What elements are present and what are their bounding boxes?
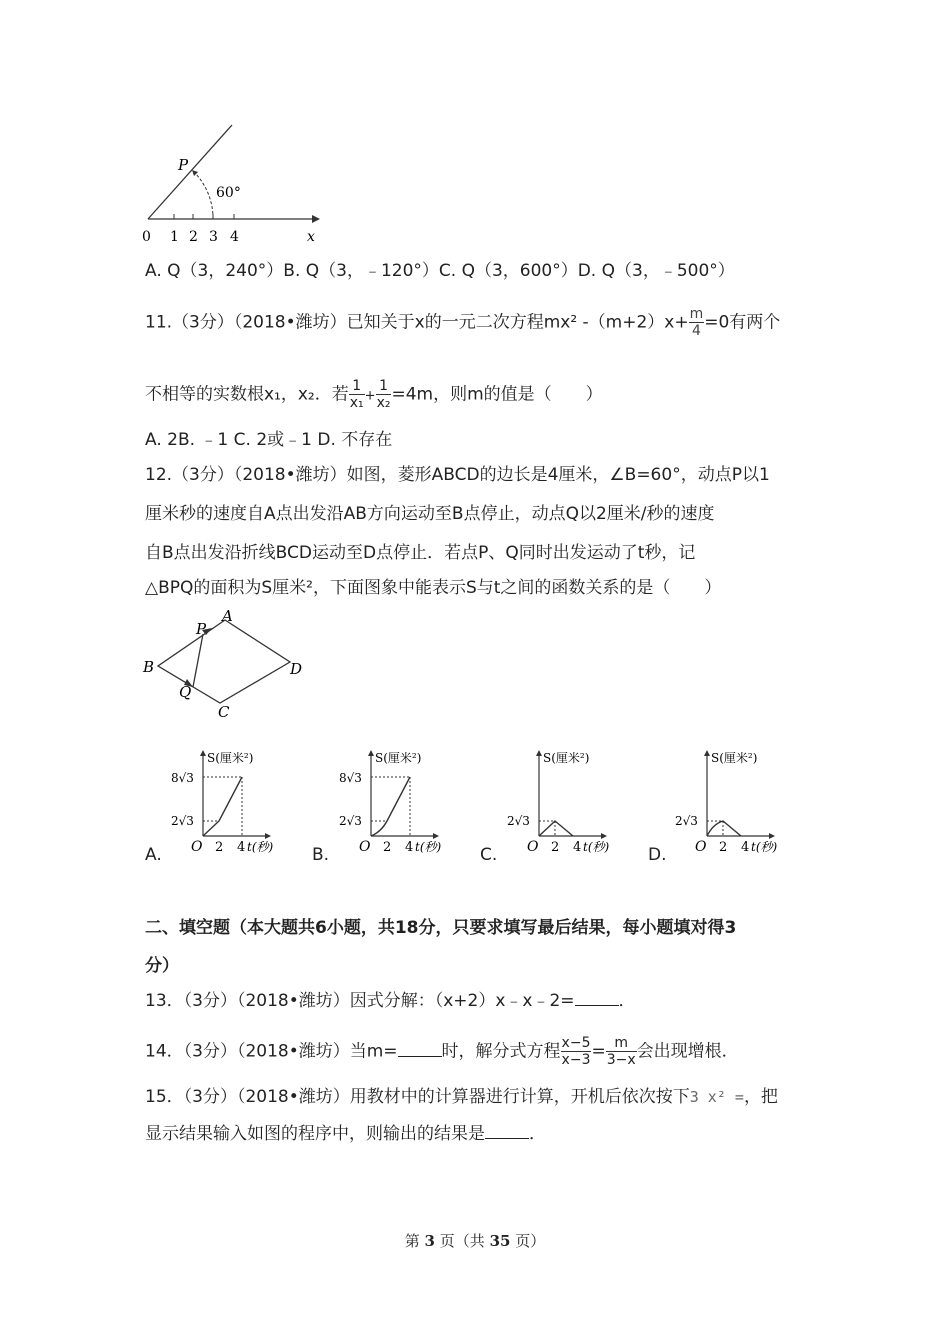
svg-text:4: 4 xyxy=(405,840,414,855)
fraction-x5-over-x3: $\frac{x-5}{x-3}$ xyxy=(561,1035,591,1068)
x-axis-label: x xyxy=(307,229,315,245)
svg-text:O: O xyxy=(695,839,707,855)
svg-text:2: 2 xyxy=(215,840,224,855)
angle-arc xyxy=(192,170,213,219)
q11-line2: 不相等的实数根x₁，x₂．若 $\frac{1}{\text{x₁}}$ + $\frac{1}{\text{x₂}}$ =4m，则m的值是（ ） xyxy=(145,378,603,411)
q13: 13．（3分）（2018•潍坊）因式分解：（x+2）x﹣x﹣2= ． xyxy=(145,991,636,1011)
q12-line3: 自B点出发沿折线BCD运动至D点停止．若点P、Q同时出发运动了t秒，记 xyxy=(145,543,696,563)
graph-option-b[interactable] xyxy=(333,748,463,860)
q15-line1: 15．（3分）（2018•潍坊）用教材中的计算器进行计算，开机后依次按下3 x² =，把 xyxy=(145,1087,778,1107)
svg-text:2√3: 2√3 xyxy=(339,814,362,828)
q15-line2: 显示结果输入如图的程序中，则输出的结果是 ． xyxy=(145,1124,546,1144)
graph-b-curve xyxy=(371,777,410,836)
tick-3: 3 xyxy=(209,229,218,245)
graph-a-curve xyxy=(203,777,242,836)
section-2-heading-line2: 分） xyxy=(145,956,179,976)
tick-4: 4 xyxy=(230,229,239,245)
q11-line1: 11.（3分）（2018•潍坊）已知关于x的一元二次方程mx² -（m+2）x+ $\frac{m}{4}$ =0有两个 xyxy=(145,306,781,339)
q12-line2: 厘米秒的速度自A点出发沿AB方向运动至B点停止，动点Q以2厘米/秒的速度 xyxy=(145,504,715,524)
label-c: C xyxy=(218,703,230,721)
svg-text:t(秒): t(秒) xyxy=(415,840,442,854)
q14-answer-blank[interactable] xyxy=(398,1040,442,1057)
svg-text:2√3: 2√3 xyxy=(507,814,530,828)
fraction-1-over-x2: $\frac{1}{\text{x₂}}$ xyxy=(376,378,391,411)
page-number: 3 xyxy=(424,1232,435,1250)
q12-line4: △BPQ的面积为S厘米²，下面图象中能表示S与t之间的函数关系的是（ ） xyxy=(145,578,722,598)
svg-text:t(秒): t(秒) xyxy=(583,840,610,854)
svg-text:O: O xyxy=(359,839,371,855)
tick-0: 0 xyxy=(142,229,151,245)
graph-option-d-label[interactable]: D. xyxy=(648,845,667,865)
rhombus-abcd xyxy=(158,620,290,703)
section-2-heading-line1: 二、填空题（本大题共6小题，共18分，只要求填写最后结果，每小题填对得3 xyxy=(145,918,737,938)
svg-text:O: O xyxy=(527,839,539,855)
tick-2: 2 xyxy=(189,229,198,245)
svg-text:t(秒): t(秒) xyxy=(751,840,778,854)
q11-options: A. 2B. ﹣1 C. 2或﹣1 D. 不存在 xyxy=(145,430,393,450)
label-a: A xyxy=(222,608,233,625)
calculator-keys: 3 x² = xyxy=(689,1088,744,1106)
svg-text:2: 2 xyxy=(551,840,560,855)
point-p-label: P xyxy=(178,156,189,174)
segment-pq xyxy=(193,634,203,687)
svg-text:t(秒): t(秒) xyxy=(247,840,274,854)
q10-options: A. Q（3，240°）B. Q（3，﹣120°）C. Q（3，600°）D. Q（3，﹣500°） xyxy=(145,261,735,281)
svg-text:2: 2 xyxy=(719,840,728,855)
page-footer: 第 3 页（共 35 页） xyxy=(404,1232,546,1250)
svg-text:4: 4 xyxy=(237,840,246,855)
svg-text:2: 2 xyxy=(383,840,392,855)
graph-option-a[interactable] xyxy=(165,748,295,860)
fraction-m-over-3x: $\frac{m}{3-x}$ xyxy=(606,1035,636,1068)
q14: 14．（3分）（2018•潍坊）当m= 时，解分式方程 $\frac{x-5}{x-3}$ = $\frac{m}{3-x}$ 会出现增根． xyxy=(145,1035,739,1068)
graph-option-c-label[interactable]: C. xyxy=(480,845,498,865)
x-axis-arrow xyxy=(312,215,320,223)
graph-d-curve xyxy=(707,821,741,836)
fraction-1-over-x1: $\frac{1}{\text{x₁}}$ xyxy=(349,378,364,411)
graph-option-c[interactable] xyxy=(501,748,631,860)
svg-text:S(厘米²): S(厘米²) xyxy=(375,751,422,765)
graph-c-curve xyxy=(539,821,573,836)
svg-text:4: 4 xyxy=(573,840,582,855)
angle-label: 60° xyxy=(216,185,241,201)
svg-text:2√3: 2√3 xyxy=(675,814,698,828)
fraction-m-over-4: $\frac{m}{4}$ xyxy=(689,306,704,339)
tick-1: 1 xyxy=(170,229,179,245)
svg-text:8√3: 8√3 xyxy=(339,771,362,785)
svg-text:S(厘米²): S(厘米²) xyxy=(543,751,590,765)
q12-line1: 12.（3分）（2018•潍坊）如图，菱形ABCD的边长是4厘米，∠B=60°，动点P以1 xyxy=(145,465,770,485)
label-d: D xyxy=(290,660,303,678)
svg-text:O: O xyxy=(191,839,203,855)
graph-option-a-label[interactable]: A. xyxy=(145,845,162,865)
label-p: P xyxy=(196,620,207,638)
svg-text:2√3: 2√3 xyxy=(171,814,194,828)
polar-figure xyxy=(140,118,340,248)
svg-text:S(厘米²): S(厘米²) xyxy=(207,751,254,765)
graph-option-d[interactable] xyxy=(669,748,799,860)
svg-text:S(厘米²): S(厘米²) xyxy=(711,751,758,765)
q15-answer-blank[interactable] xyxy=(485,1122,529,1139)
graph-option-b-label[interactable]: B. xyxy=(312,845,330,865)
svg-text:8√3: 8√3 xyxy=(171,771,194,785)
label-q: Q xyxy=(179,683,192,701)
ray-op xyxy=(148,125,232,219)
q13-answer-blank[interactable] xyxy=(575,989,619,1006)
rhombus-figure xyxy=(140,608,320,723)
label-b: B xyxy=(143,658,155,676)
total-pages: 35 xyxy=(489,1232,511,1250)
svg-text:4: 4 xyxy=(741,840,750,855)
